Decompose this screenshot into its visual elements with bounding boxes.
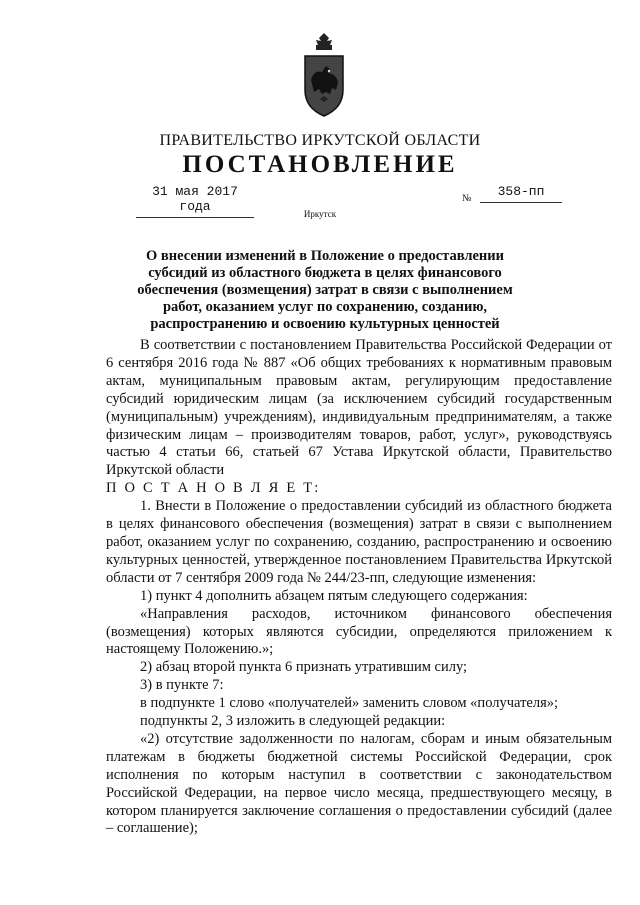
quote-2-paragraph: «2) отсутствие задолженности по налогам, сборам и иным обязательным платежам в бюджеты бюджетной системы Российской Федерации, срок исполнения по которым наступил в соответствии с законодательством Российской Федерации, на первое число месяца, предшествующего месяцу, в котором планируется заключение соглашения о предоставлении субсидий (далее – соглашение); xyxy=(106,730,612,837)
document-title: О внесении изменений в Положение о предоставлении субсидий из областного бюджета в целях финансового обеспечения (возмещения) затрат в связи с выполнением работ, оказанием услуг по сохранению, созданию, распространению и освоению культурных ценностей xyxy=(137,248,513,332)
subitem-2-paragraph: 2) абзац второй пункта 6 признать утратившим силу; xyxy=(140,659,468,676)
quote-1-paragraph: «Направления расходов, источником финансового обеспечения (возмещения) которых являются субсидии, определяются приложением к настоящему Положению.»; xyxy=(106,605,612,658)
government-name: ПРАВИТЕЛЬСТВО ИРКУТСКОЙ ОБЛАСТИ xyxy=(159,132,481,149)
coat-of-arms-emblem xyxy=(302,32,346,118)
document-date: 31 мая 2017 года xyxy=(136,184,254,218)
item-1-paragraph: 1. Внести в Положение о предоставлении субсидий из областного бюджета в целях финансового обеспечения (возмещения) затрат в связи с выполнением работ, оказанием услуг по сохранению, созданию, распространению и освоению культурных ценностей, утвержденное постановлением Правительства Иркутской области от 7 сентября 2009 года № 244/23-пп, следующие изменения: xyxy=(106,498,612,586)
subitem-1-paragraph: 1) пункт 4 дополнить абзацем пятым следующего содержания: xyxy=(140,587,528,604)
city: Иркутск xyxy=(303,209,337,219)
subitem-3b-paragraph: подпункты 2, 3 изложить в следующей редакции: xyxy=(140,713,446,730)
document-body xyxy=(106,337,612,838)
document-type: ПОСТАНОВЛЕНИЕ xyxy=(182,151,458,178)
subitem-3-paragraph: 3) в пункте 7: xyxy=(140,677,224,694)
resolves-line: П О С Т А Н О В Л Я Е Т: xyxy=(106,480,321,497)
preamble-paragraph: В соответствии с постановлением Правительства Российской Федерации от 6 сентября 2016 года № 887 «Об общих требованиях к нормативным правовым актам, муниципальным правовым актам, регулирующим предоставление субсидий юридическим лицам (за исключением субсидий государственным (муниципальным) учреждениям), индивидуальным предпринимателям, а также физическим лицам – производителям товаров, работ, услуг», руководствуясь частью 4 статьи 66, статьей 67 Устава Иркутской области, Правительство Иркутской области xyxy=(106,337,612,479)
document-number: 358-пп xyxy=(480,184,562,203)
number-sign: № xyxy=(462,193,472,204)
subitem-3a-paragraph: в подпункте 1 слово «получателей» заменить словом «получателя»; xyxy=(140,695,559,712)
